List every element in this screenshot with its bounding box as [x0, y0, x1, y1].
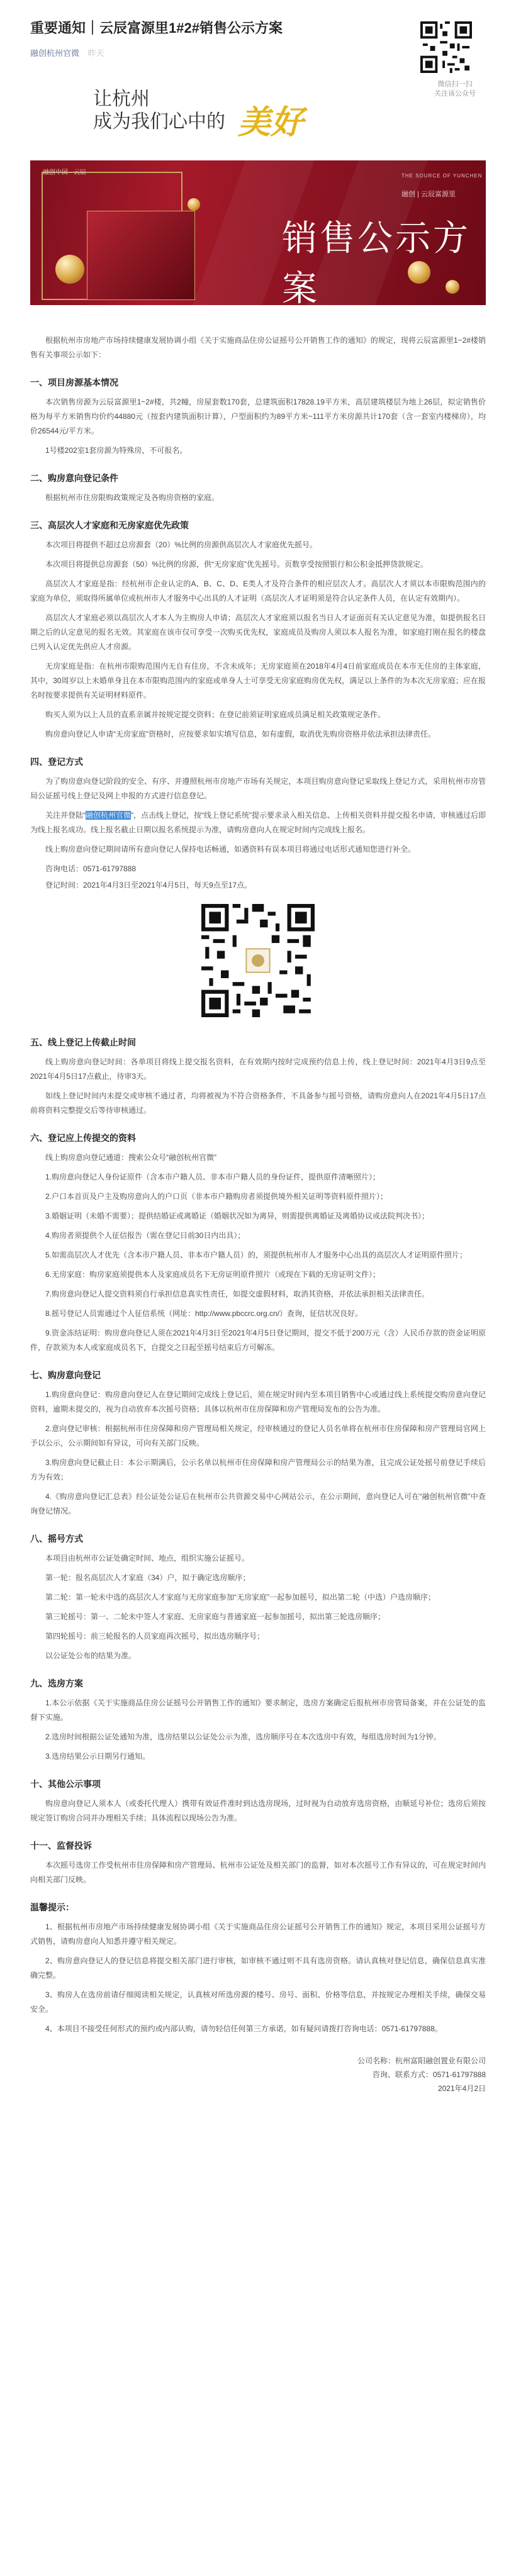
gold-ball-2: [188, 198, 200, 211]
section-2-title: 二、购房意向登记条件: [30, 473, 118, 483]
s8-item: 以公证处公布的结果为准。: [45, 1651, 137, 1660]
section-9-title: 九、选房方案: [30, 1678, 83, 1688]
follow-qr-code: [420, 21, 472, 73]
article-header: [30, 19, 383, 59]
follow-qr-box: [420, 19, 490, 113]
s9-item: 1.本公示依据《关于实施商品住房公证摇号公开销售工作的通知》要求制定，选房方案确定后报杭州市房管局备案，并在公证处的监督下实施。: [30, 1698, 486, 1722]
registration-qr-code: [201, 904, 315, 1017]
s3-paragraph-2: 本次项目将提供总房源套（50）%比例的房源，供“无房家庭”优先摇号。页数享受按照银行和公积金抵押贷款规定。: [45, 560, 429, 569]
article-title: 重要通知｜云辰富源里1#2#销售公示方案: [30, 20, 283, 36]
section-10-title: 十、其他公示事项: [30, 1779, 101, 1789]
banner-brand-left: 融创中国 · 云辰: [43, 169, 86, 176]
section-8-title: 八、摇号方式: [30, 1534, 83, 1544]
section-11-title: 十一、监督投诉: [30, 1841, 92, 1851]
account-link[interactable]: 融创杭州官微: [30, 48, 80, 58]
s7-paragraph-4: 4.《购房意向登记汇总表》经公证处公证后在杭州市公共资源交易中心网站公示，在公示期间，意向登记人可在“融创杭州官微”中查询登记情况。: [30, 1492, 486, 1515]
signature-block: [30, 2054, 486, 2095]
slogan-line-1: 让杭州: [93, 89, 150, 109]
s10-paragraph-1: 购房意向登记人须本人（或委托代理人）携带有效证件准时到达选房现场，过时视为自动放弃选房资格，由顺延号补位；选房后须按规定签订购房合同并办理相关手续；具体流程以现场公告为准。: [30, 1799, 486, 1822]
slogan-line-2: 成为我们心中的: [93, 111, 225, 132]
s1-paragraph-1: 本次销售房源为云辰富源里1~2#楼，共2幢，房屋套数170套，总建筑面积17828.19平方米，高层建筑楼层为地上26层，拟定销售价格为每平方米销售均价约44880元（按套内建筑面积计算），户型面积约为89平方米~111平方米房源共计170套（含一套室内楼梯房），均价26544元/平方米。: [30, 398, 486, 435]
banner-title: 销售公示方案: [282, 218, 471, 305]
s4-p2-pre: 关注并登陆“: [45, 811, 86, 820]
s3-paragraph-7: 购房意向登记人申请“无房家庭”资格时，应按要求如实填写信息，如有虚假，取消优先购房资格并依法承担法律责任。: [45, 730, 435, 739]
signature-date: 2021年4月2日: [437, 2084, 486, 2093]
tip-item: 3、购房人在选房前请仔细阅读相关规定，认真核对所选房源的楼号、房号、面积、价格等信息，并按规定办理相关手续，确保交易安全。: [30, 1990, 486, 2014]
s9-item: 3.选房结果公示日期另行通知。: [45, 1752, 150, 1761]
s8-item: 第四轮摇号：前三轮报名的人员家庭再次摇号，拟出选房顺序号；: [45, 1632, 265, 1641]
s6-item: 5.如需高层次人才优先（含本市户籍人员、非本市户籍人员）的，须提供杭州市人才服务中心出具的高层次人才证明原件照片；: [45, 1251, 468, 1259]
s6-item: 8.摇号登记人员需通过个人征信系统（网址：http://www.pbccrc.org.cn/）查询，征信状况良好。: [45, 1309, 363, 1318]
s4-paragraph-1: 为了购房意向登记阶段的安全、有序、并遵照杭州市房地产市场有关规定，本项目购房意向登记采取线上登记方式，采用杭州市房管局公证摇号线上登记及网上申报的方式进行信息登记。: [30, 777, 486, 800]
section-5-title: 五、线上登记上传截止时间: [30, 1037, 136, 1047]
s3-paragraph-1: 本次项目将提供不超过总房源套（20）%比例的房源供高层次人才家庭优先摇号。: [45, 540, 318, 549]
s6-item: 9.资金冻结证明：购房意向登记人须在2021年4月3日至2021年4月5日登记期间，提交不低于200万元（含）人民币存款的资金证明原件，存款须为本人或家庭成员名下，自提交之日起至摇号结束后方可解冻。: [30, 1329, 486, 1352]
s4-paragraph-2: [30, 808, 486, 837]
s2-paragraph-1: 根据杭州市住房限购政策规定及各购房资格的家庭。: [45, 493, 220, 502]
s1-paragraph-2: 1号楼202室1套房源为特殊房，不可报名。: [45, 446, 188, 455]
slogan-accent: 美好: [238, 105, 304, 141]
intro-paragraph: 根据杭州市房地产市场持续健康发展协调小组《关于实施商品住房公证摇号公开销售工作的通知》的规定，现将云辰富源里1~2#楼销售有关事项公示如下：: [30, 336, 486, 359]
slogan: [93, 88, 345, 141]
s6-paragraph-0: 线上购房意向登记通道：搜索公众号“融创杭州官微”: [45, 1153, 216, 1162]
tips-title: 温馨提示：: [30, 1902, 74, 1912]
s3-paragraph-3: 高层次人才家庭是指：经杭州市企业认定的A、B、C、D、E类人才及符合条件的相应层次人才。高层次人才须以本市限购范围内的家庭为单位，须取得所属单位或杭州市人才服务中心出具的人才证明（高层次人才证明须是符合认定条件人员，在认定有效期内）。: [30, 579, 486, 603]
s9-item: 2.选房时间根据公证处通知为准，选房结果以公证处公示为准，选房顺序号在本次选房中有效，每组选房时间为1分钟。: [45, 1732, 441, 1741]
s4-paragraph-3: 线上购房意向登记期间请所有意向登记人保持电话畅通，如遇资料有误本项目将通过电话形式通知您进行补全。: [45, 845, 416, 854]
s6-item: 7.购房意向登记人提交资料须自行承担信息真实性责任，如提交虚假材料，取消其资格，并依法承担相关法律责任。: [45, 1290, 430, 1298]
registration-qr-svg: [201, 904, 315, 1017]
section-7-title: 七、购房意向登记: [30, 1370, 101, 1380]
s6-item: 2.户口本首页及户主及购房意向人的户口页（非本市户籍购房者须提供境外相关证明等资料原件照片）；: [45, 1192, 388, 1201]
s11-paragraph-1: 本次摇号选房工作受杭州市住房保障和房产管理局、杭州市公证处及相关部门的监督，如对本次摇号工作有异议的，可在规定时间内向相关部门反映。: [30, 1861, 486, 1884]
s7-paragraph-1: 1.购房意向登记：购房意向登记人在登记期间完成线上登记后，须在规定时间内至本项目销售中心或通过线上系统提交购房意向登记资料，逾期未提交的，视为自动放弃本次摇号资格；具体以杭州市住房保障和房产管理局发布的公告为准。: [30, 1390, 486, 1413]
s5-paragraph-2: 如线上登记时间内未提交或审核不通过者，均将被视为不符合资格条件，不具备参与摇号资格，请购房意向人在2021年4月5日17点前将资料完整提交后等待审核通过。: [30, 1091, 486, 1115]
section-4-title: 四、登记方式: [30, 757, 83, 767]
account-highlight-link[interactable]: 融创杭州官微: [86, 811, 132, 820]
s6-item: 6.无房家庭：购房家庭须提供本人及家庭成员名下无房证明原件照片（或现在下载的无房证明文件）；: [45, 1270, 381, 1279]
s7-paragraph-3: 3.购房意向登记截止日：本公示期满后，公示名单以杭州市住房保障和房产管理局公示的结果为准，且完成公证处摇号前登记手续后方为有效；: [30, 1458, 486, 1481]
s8-item: 第一轮：报名高层次人才家庭（34）户，拟于确定选房顺序；: [45, 1573, 250, 1582]
s6-item: 3.婚姻证明（未婚不需要）；提供结婚证或离婚证（婚姻状况如为离异，则需提供离婚证及离婚协议或法院判决书）；: [45, 1212, 430, 1220]
banner-brand-right: 融创 | 云辰富源里: [401, 191, 456, 198]
s5-paragraph-1: 线上购房意向登记时间：各单项目将线上提交报名资料，在有效期内按时完成预约信息上传，线上登记时间：2021年4月3日9点至2021年4月5日17点截止，待审3天。: [30, 1057, 486, 1081]
s6-item: 1.购房意向登记人身份证原件（含本市户籍人员、非本市户籍人员的身份证件，提供原件清晰照片）；: [45, 1173, 381, 1181]
signature-company: 公司名称：杭州富阳融创置业有限公司: [357, 2056, 486, 2065]
tip-item: 4、本项目不接受任何形式的预约或内部认购，请勿轻信任何第三方承诺，如有疑问请拨打咨询电话：0571-61797888。: [45, 2024, 442, 2033]
s3-paragraph-4: 高层次人才家庭必须以高层次人才本人为主购房人申请；高层次人才家庭须以报名当日人才证面页有关认定意见为准，如提供报名日期之后的认定意见的报名无效。其家庭在该市仅可享受一次购买优先权，家庭成员及购房人须以本人报名为准，如家庭打刚在报名的楼盘已列入认定优先供应人才房源。: [30, 613, 486, 651]
qr-caption-2: 关注该公众号: [434, 90, 476, 98]
s4-p2-post: ”，点击线上登记，按“线上登记系统”提示要求录入相关信息、上传相关资料并提交报名申请，审核通过后即为线上报名成功。线上报名截止日期以报名系统提示为准，请购房意向人在规定时间内完成线上报名。: [30, 811, 486, 834]
publish-date: 昨天: [87, 48, 104, 58]
tip-item: 1、根据杭州市房地产市场持续健康发展协调小组《关于实施商品住房公证摇号公开销售工作的通知》规定，本项目采用公证摇号方式销售，请购房意向人知悉并遵守相关规定。: [30, 1922, 486, 1946]
section-6-title: 六、登记应上传提交的资料: [30, 1133, 136, 1143]
banner-gift-box: [87, 211, 195, 300]
banner-image: [30, 160, 486, 305]
register-period: 登记时间：2021年4月3日至2021年4月5日，每天9点至17点。: [45, 881, 252, 889]
signature-contact: 咨询、联系方式：0571-61797888: [372, 2070, 486, 2079]
s3-paragraph-5: 无房家庭是指：在杭州市限购范围内无自有住房，不含未成年；无房家庭须在2018年4月4日前家庭成员在本市无住房的主体家庭，其中，30周岁以上未婚单身且在本市限购范围内的家庭或单身人士可享受无房家庭购房优先权，满足以上条件的为本次无房家庭；应在报名时按要求提供有关证明材料原件。: [30, 662, 486, 700]
article-body: [30, 333, 486, 2095]
qr-caption-1: 微信扫一扫: [437, 81, 473, 88]
s8-item: 第三轮摇号：第一、二轮未中签人才家庭、无房家庭与普通家庭一起参加摇号，拟出第三轮选房顺序；: [45, 1612, 386, 1621]
banner-brand-en: THE SOURCE OF YUNCHEN: [401, 173, 483, 179]
consult-phone: 咨询电话：0571-61797888: [45, 864, 137, 873]
article-meta: [30, 47, 383, 59]
s7-paragraph-2: 2.意向登记审核：根据杭州市住房保障和房产管理局相关规定，经审核通过的登记人员名单将在杭州市住房保障和房产管理局官网上予以公示，公示期间如有异议，可向有关部门反映。: [30, 1424, 486, 1447]
tip-item: 2、购房意向登记人的登记信息将提交相关部门进行审核，如审核不通过则不具有选房资格。请认真核对登记信息，确保信息真实准确完整。: [30, 1956, 486, 1980]
s8-paragraph-0: 本项目由杭州市公证处确定时间、地点，组织实施公证摇号。: [45, 1554, 250, 1563]
s6-item: 4.购房者须提供个人征信报告（需在登记日前30日内出具）；: [45, 1231, 245, 1240]
section-3-title: 三、高层次人才家庭和无房家庭优先政策: [30, 520, 189, 530]
s8-item: 第二轮：第一轮未中选的高层次人才家庭与无房家庭参加“无房家庭”一起参加摇号，拟出第二轮（中选）户选房顺序；: [45, 1593, 435, 1602]
s3-paragraph-6: 购买人须为以上人员的直系亲属并按规定提交资料；在登记前须证明家庭成员满足相关政策规定条件。: [45, 710, 386, 719]
gold-ball-1: [55, 255, 84, 284]
section-1-title: 一、项目房源基本情况: [30, 377, 118, 388]
